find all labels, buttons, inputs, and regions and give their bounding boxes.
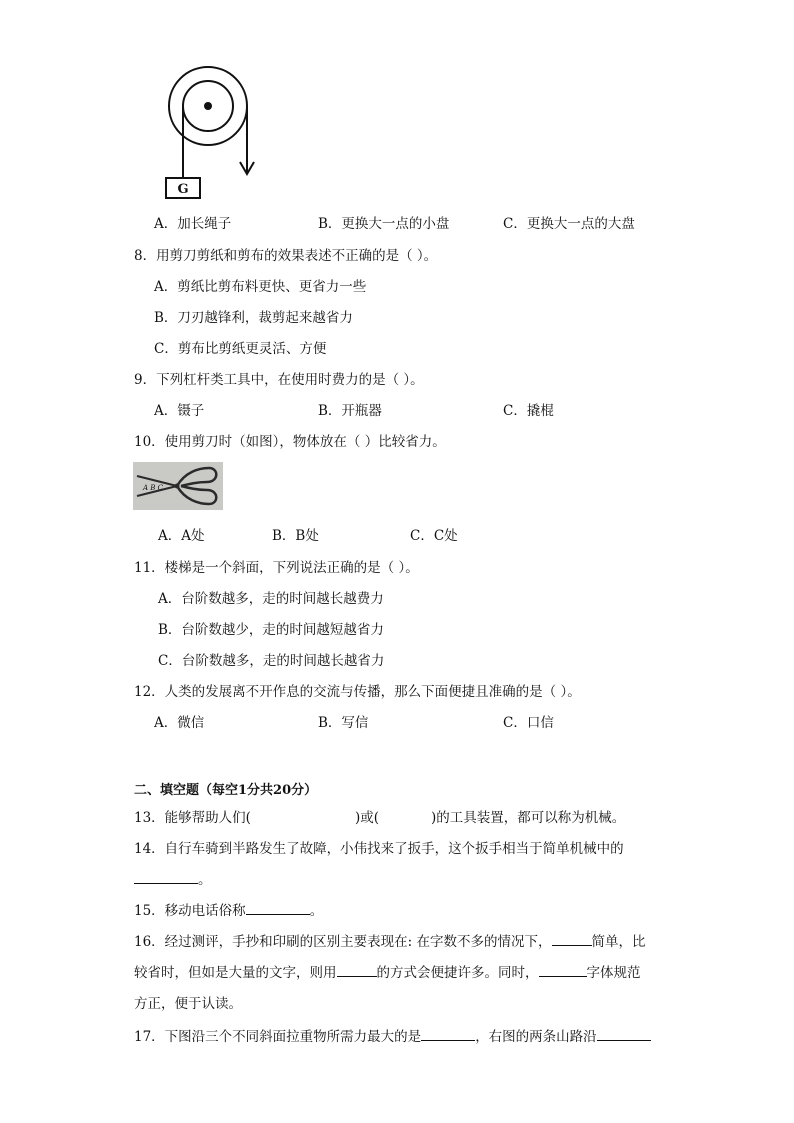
q7-option-c[interactable]: C．更换大一点的大盘 bbox=[503, 216, 635, 232]
q11-option-c[interactable]: C．台阶数越多，走的时间越长越省力 bbox=[158, 653, 385, 669]
q16-line-2 bbox=[134, 961, 641, 981]
q14-text-end: 。 bbox=[198, 872, 212, 888]
q15-text-1: 15．移动电话俗称 bbox=[134, 903, 246, 919]
q7-option-a[interactable]: A．加长绳子 bbox=[154, 216, 232, 232]
q12-option-b[interactable]: B．写信 bbox=[318, 715, 369, 731]
q9-option-c[interactable]: C．撬棍 bbox=[503, 403, 554, 419]
q17-blank-1[interactable] bbox=[421, 1026, 475, 1041]
q16-text-2a: 较省时，但如是大量的文字，则用 bbox=[134, 965, 337, 981]
q16-text-2b: 的方式会便捷许多。同时， bbox=[376, 965, 539, 981]
q11-option-a[interactable]: A．台阶数越多，走的时间越长越费力 bbox=[158, 591, 384, 607]
q14-line-1: 14．自行车骑到半路发生了故障，小伟找来了扳手，这个扳手相当于简单机械中的 bbox=[134, 841, 624, 857]
q7-option-b[interactable]: B．更换大一点的小盘 bbox=[318, 216, 450, 232]
pulley-diagram bbox=[160, 60, 270, 200]
q9-option-a[interactable]: A．镊子 bbox=[154, 403, 205, 419]
q12-option-a[interactable]: A．微信 bbox=[154, 715, 205, 731]
q16-blank-2[interactable] bbox=[337, 962, 377, 977]
q13-text-1: 13．能够帮助人们( bbox=[134, 810, 251, 826]
q10-option-b[interactable]: B．B处 bbox=[272, 528, 319, 544]
q13-text-3: )的工具装置，都可以称为机械。 bbox=[431, 810, 626, 826]
q16-blank-1[interactable] bbox=[552, 931, 592, 946]
q12-option-c[interactable]: C．口信 bbox=[503, 715, 554, 731]
q9-stem: 9．下列杠杆类工具中，在使用时费力的是（ ）。 bbox=[134, 372, 424, 388]
q11-option-b[interactable]: B．台阶数越少，走的时间越短越省力 bbox=[158, 622, 384, 638]
q16-line-3: 方正，便于认读。 bbox=[134, 996, 242, 1012]
q16-line-1 bbox=[134, 930, 646, 950]
q16-text-1b: 简单，比 bbox=[591, 934, 646, 950]
q9-option-b[interactable]: B．开瓶器 bbox=[318, 403, 382, 419]
q15-line bbox=[134, 899, 323, 919]
q16-text-1a: 16．经过测评，手抄和印刷的区别主要表现在: 在字数不多的情况下， bbox=[134, 934, 552, 950]
pulley-axle bbox=[204, 102, 212, 110]
q10-option-a[interactable]: A．A处 bbox=[158, 528, 205, 544]
weight-label: G bbox=[177, 182, 189, 197]
section-heading: 二、填空题（每空1分共20分） bbox=[134, 783, 318, 798]
q16-text-2c: 字体规范 bbox=[586, 965, 641, 981]
q16-blank-3[interactable] bbox=[539, 962, 587, 977]
q17-blank-2[interactable] bbox=[597, 1026, 651, 1041]
q8-option-a[interactable]: A．剪纸比剪布料更快、更省力一些 bbox=[154, 279, 367, 295]
q10-stem: 10．使用剪刀时（如图），物体放在（ ）比较省力。 bbox=[134, 434, 446, 450]
q17-text-1: 17．下图沿三个不同斜面拉重物所需力最大的是 bbox=[134, 1029, 422, 1045]
q11-stem: 11．楼梯是一个斜面，下列说法正确的是（ ）。 bbox=[134, 560, 419, 576]
q17-line bbox=[134, 1025, 651, 1045]
q8-option-c[interactable]: C．剪布比剪纸更灵活、方便 bbox=[154, 341, 327, 357]
q17-text-2: ，右图的两条山路沿 bbox=[475, 1029, 597, 1045]
q13-text-2: )或( bbox=[354, 810, 379, 826]
q14-line-2 bbox=[134, 868, 212, 888]
q15-blank[interactable] bbox=[246, 900, 310, 915]
q8-option-b[interactable]: B．刀刃越锋利，裁剪起来越省力 bbox=[154, 310, 353, 326]
scissors-point-labels: A B C bbox=[143, 484, 164, 492]
q14-blank[interactable] bbox=[134, 869, 198, 884]
q10-option-c[interactable]: C．C处 bbox=[410, 528, 458, 544]
q12-stem: 12．人类的发展离不开作息的交流与传播，那么下面便捷且准确的是（ ）。 bbox=[134, 684, 581, 700]
q13-line bbox=[134, 806, 625, 826]
q15-text-2: 。 bbox=[309, 903, 324, 919]
q8-stem: 8．用剪刀剪纸和剪布的效果表述不正确的是（ ）。 bbox=[134, 248, 438, 264]
scissors-photo bbox=[133, 462, 223, 510]
